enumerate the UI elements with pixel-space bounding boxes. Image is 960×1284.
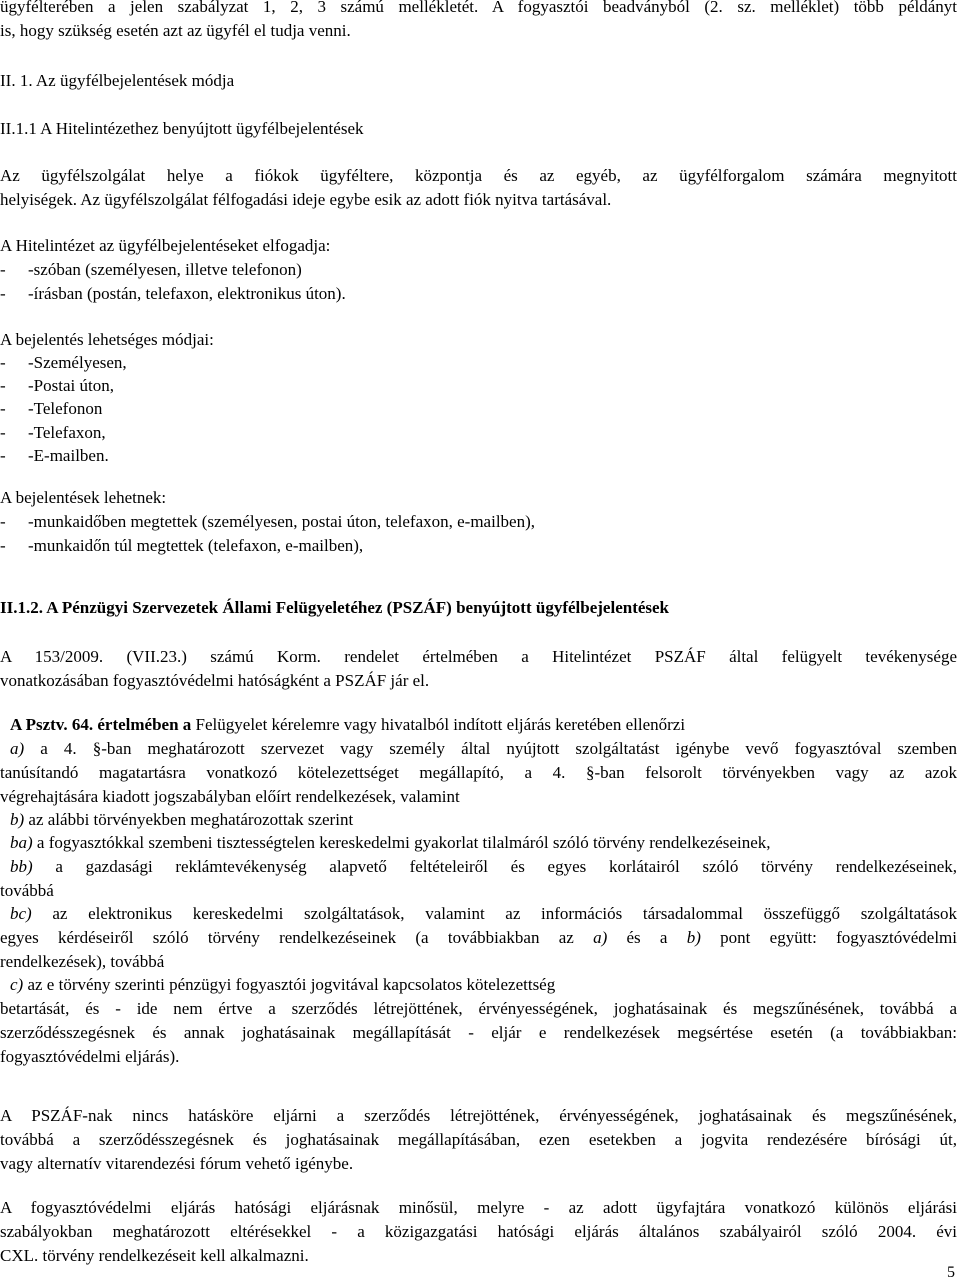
list-item bbox=[0, 535, 363, 557]
text-span: az elektronikus kereskedelmi szolgáltatások, valamint az információs társadalommal összefüggő szolgáltatások bbox=[31, 904, 957, 923]
item-marker: bc) bbox=[10, 904, 32, 923]
text-line: A bejelentések lehetnek: bbox=[0, 488, 167, 507]
text-line: továbbá bbox=[0, 881, 54, 900]
text-line: vagy alternatív vitarendezési fórum vehető igénybe. bbox=[0, 1154, 354, 1173]
bullet-dash: - bbox=[0, 399, 6, 418]
bullet-dash: - bbox=[0, 260, 6, 279]
bullet-dash: - bbox=[0, 376, 6, 395]
text-line: fogyasztóvédelmi eljárás). bbox=[0, 1047, 180, 1066]
list-item-text: -munkaidőben megtettek (személyesen, postai úton, telefaxon, e-mailben), bbox=[28, 512, 535, 531]
text-line: Az ügyfélszolgálat helye a fiókok ügyféltere, központja és az egyéb, az ügyfélforgalom számára megnyitott bbox=[0, 166, 957, 185]
text-line bbox=[10, 832, 771, 854]
list-item-text: -írásban (postán, telefaxon, elektronikus úton). bbox=[28, 284, 346, 303]
list-item-text: -E-mailben. bbox=[28, 446, 109, 465]
text-span: a 4. §-ban meghatározott szervezet vagy személy által nyújtott szolgáltatást igénybe vevő fogyasztóval szemben bbox=[24, 739, 957, 758]
bullet-dash: - bbox=[0, 512, 6, 531]
item-ref: b) bbox=[686, 928, 701, 947]
text-line: végrehajtására kiadott jogszabályban előírt rendelkezések, valamint bbox=[0, 787, 460, 806]
list-item bbox=[0, 511, 535, 533]
text-line: tanúsítandó magatartásra vonatkozó kötelezettséget megállapító, a 4. §-ban felsorolt törvényekben vagy az azok bbox=[0, 763, 957, 782]
item-ref: a) bbox=[593, 928, 608, 947]
bullet-dash: - bbox=[0, 446, 6, 465]
bullet-dash: - bbox=[0, 353, 6, 372]
text-line bbox=[10, 856, 957, 878]
text-line bbox=[10, 903, 957, 925]
text-line: is, hogy szükség esetén azt az ügyfél el tudja venni. bbox=[0, 21, 351, 40]
item-marker: c) bbox=[10, 975, 24, 994]
item-marker: bb) bbox=[10, 857, 33, 876]
text-line: A 153/2009. (VII.23.) számú Korm. rendelet értelmében a Hitelintézet PSZÁF által felügyelt tevékenysége bbox=[0, 647, 957, 666]
item-marker: a) bbox=[10, 739, 25, 758]
text-span: a fogyasztókkal szembeni tisztességtelen kereskedelmi gyakorlat tilalmáról szóló törvény rendelkezéseinek, bbox=[32, 833, 771, 852]
page-number: 5 bbox=[947, 1264, 955, 1281]
list-item-text: -Személyesen, bbox=[28, 353, 127, 372]
text-line bbox=[10, 714, 685, 736]
text-span: és a bbox=[607, 928, 687, 947]
list-item bbox=[0, 445, 109, 467]
list-item bbox=[0, 259, 302, 281]
list-item bbox=[0, 283, 346, 305]
bullet-dash: - bbox=[0, 284, 6, 303]
text-line: vonatkozásában fogyasztóvédelmi hatóságként a PSZÁF jár el. bbox=[0, 671, 430, 690]
list-item bbox=[0, 375, 114, 397]
subsection-heading: II.1.1 A Hitelintézethez benyújtott ügyfélbejelentések bbox=[0, 119, 364, 138]
text-line: A fogyasztóvédelmi eljárás hatósági eljárásnak minősül, melyre - az adott ügyfajtára vonatkozó különös eljárási bbox=[0, 1198, 957, 1217]
list-item bbox=[0, 352, 127, 374]
text-span: egyes kérdéseiről szóló törvény rendelkezéseinek (a továbbiakban az bbox=[0, 928, 594, 947]
text-line: A Hitelintézet az ügyfélbejelentéseket elfogadja: bbox=[0, 236, 331, 255]
text-line: szerződésszegésnek és annak joghatásainak megállapítását - eljár e rendelkezések megsértése esetén (a továbbiakban: bbox=[0, 1023, 957, 1042]
bullet-dash: - bbox=[0, 423, 6, 442]
list-item bbox=[0, 422, 106, 444]
list-item-text: -munkaidőn túl megtettek (telefaxon, e-mailben), bbox=[28, 536, 364, 555]
text-line: A PSZÁF-nak nincs hatásköre eljárni a szerződés létrejöttének, érvényességének, joghatásainak és megszűnésének, bbox=[0, 1106, 957, 1125]
text-line: rendelkezések), továbbá bbox=[0, 952, 165, 971]
list-item-text: -Telefaxon, bbox=[28, 423, 106, 442]
section-heading: II. 1. Az ügyfélbejelentések módja bbox=[0, 71, 235, 90]
text-line: A bejelentés lehetséges módjai: bbox=[0, 330, 214, 349]
text-span: Felügyelet kérelemre vagy hivatalból indított eljárás keretében ellenőrzi bbox=[191, 715, 686, 734]
text-line bbox=[10, 738, 957, 760]
list-item-text: -szóban (személyesen, illetve telefonon) bbox=[28, 260, 302, 279]
text-line: ügyfélterében a jelen szabályzat 1, 2, 3 számú mellékletét. A fogyasztói beadványból (2. sz. melléklet) több példányt bbox=[0, 0, 957, 16]
item-marker: b) bbox=[10, 810, 25, 829]
text-line: továbbá a szerződésszegésnek és joghatásainak megállapításában, ezen esetekben a jogvita rendezésére bírósági út, bbox=[0, 1130, 957, 1149]
text-line: CXL. törvény rendelkezéseit kell alkalmazni. bbox=[0, 1246, 309, 1265]
list-item-text: -Telefonon bbox=[28, 399, 103, 418]
text-line: helyiségek. Az ügyfélszolgálat félfogadási ideje egybe esik az adott fiók nyitva tartásával. bbox=[0, 190, 612, 209]
item-marker: ba) bbox=[10, 833, 33, 852]
subsection-heading: II.1.2. A Pénzügyi Szervezetek Állami Felügyeletéhez (PSZÁF) benyújtott ügyfélbejelentések bbox=[0, 598, 670, 617]
text-line bbox=[10, 974, 555, 996]
legal-reference: A Psztv. 64. értelmében a bbox=[10, 715, 192, 734]
list-item-text: -Postai úton, bbox=[28, 376, 114, 395]
text-span: az alábbi törvényekben meghatározottak szerint bbox=[24, 810, 354, 829]
text-line: szabályokban meghatározott eltérésekkel - a közigazgatási hatósági eljárás általános szabályairól szóló 2004. évi bbox=[0, 1222, 957, 1241]
list-item bbox=[0, 398, 102, 420]
text-line bbox=[0, 927, 957, 949]
text-span: az e törvény szerinti pénzügyi fogyasztói jogvitával kapcsolatos kötelezettség bbox=[23, 975, 556, 994]
text-line: betartását, és - ide nem értve a szerződés létrejöttének, érvényességének, joghatásainak és megszűnésének, továbbá a bbox=[0, 999, 957, 1018]
text-line bbox=[10, 809, 353, 831]
bullet-dash: - bbox=[0, 536, 6, 555]
text-span: pont együtt: fogyasztóvédelmi bbox=[700, 928, 957, 947]
text-span: a gazdasági reklámtevékenység alapvető feltételeiről és egyes korlátairól szóló törvény rendelkezéseinek, bbox=[32, 857, 957, 876]
